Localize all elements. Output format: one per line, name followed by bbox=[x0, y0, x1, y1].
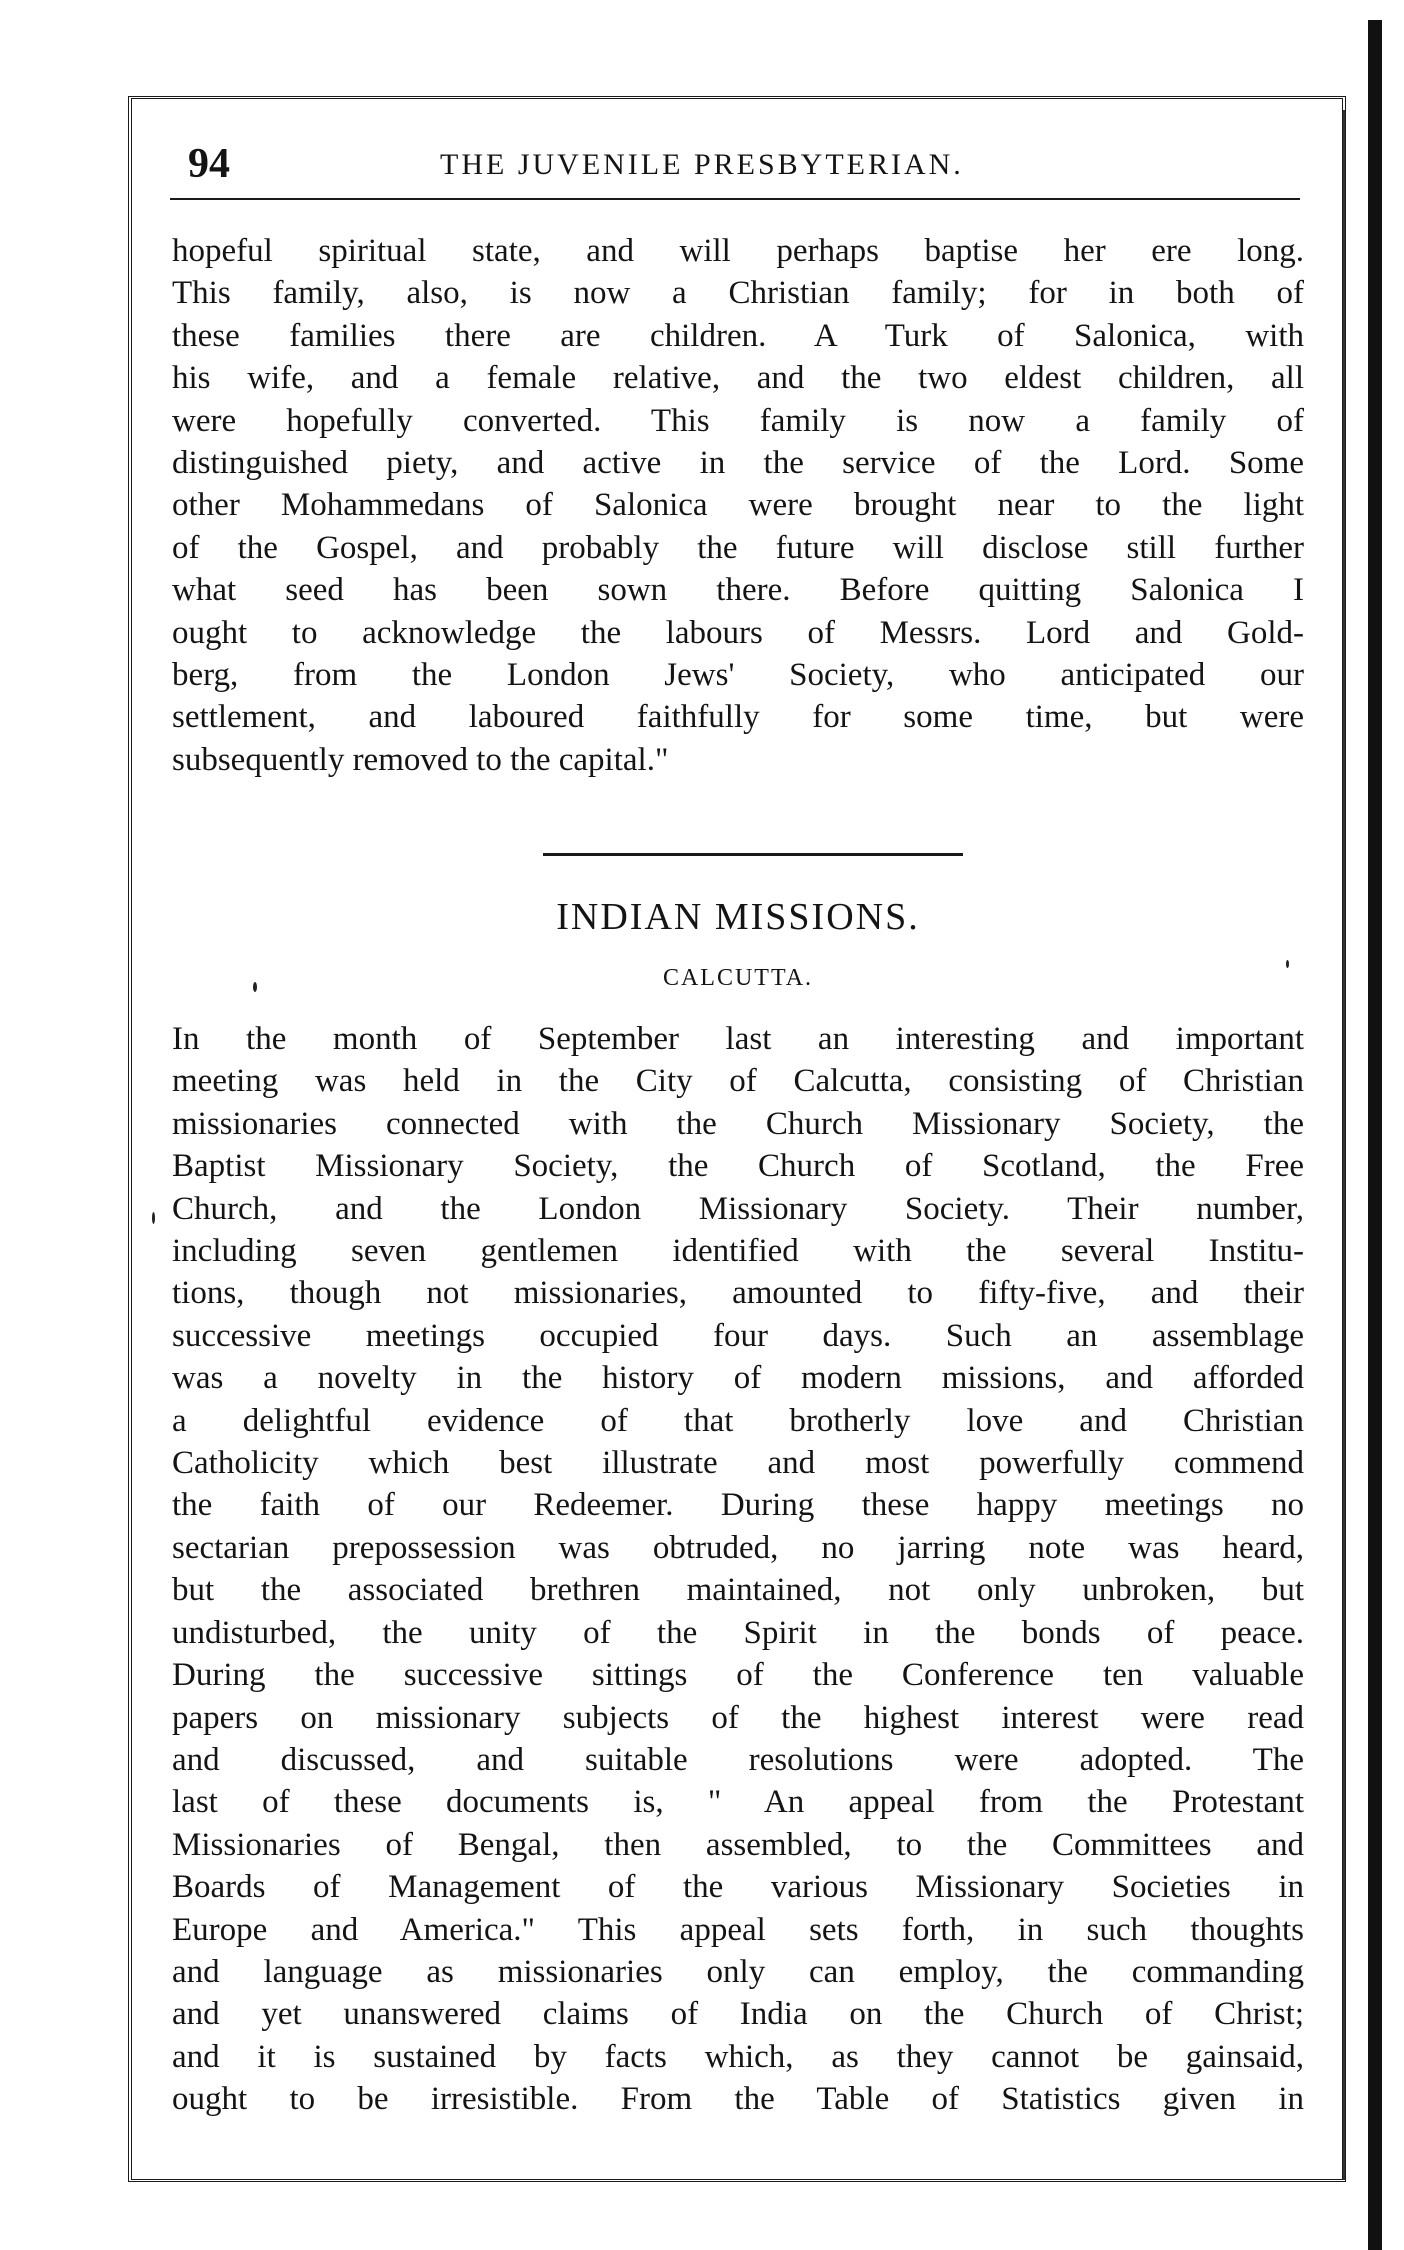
text-line: Catholicity which best illustrate and most powerfully commend bbox=[172, 1445, 1304, 1482]
text-line: This family, also, is now a Christian family; for in both of bbox=[172, 275, 1304, 312]
text-line: Europe and America." This appeal sets forth, in such thoughts bbox=[172, 1911, 1304, 1948]
subsection-title: CALCUTTA. bbox=[662, 965, 814, 991]
text-line: the faith of our Redeemer. During these happy meetings no bbox=[172, 1487, 1304, 1524]
text-line: ought to be irresistible. From the Table of Statistics given in bbox=[172, 2081, 1304, 2118]
text-line: what seed has been sown there. Before quitting Salonica I bbox=[172, 572, 1304, 609]
text-line: In the month of September last an interesting and important bbox=[172, 1021, 1304, 1057]
article-continuation bbox=[172, 230, 1304, 781]
text-line: were hopefully converted. This family is now a family of bbox=[172, 402, 1304, 439]
text-line: settlement, and laboured faithfully for some time, but were bbox=[172, 699, 1304, 736]
text-line: a delightful evidence of that brotherly love and Christian bbox=[172, 1402, 1304, 1439]
page-gutter-bar bbox=[1368, 20, 1382, 2250]
text-line: other Mohammedans of Salonica were brought near to the light bbox=[172, 487, 1304, 524]
text-line: missionaries connected with the Church Missionary Society, the bbox=[172, 1105, 1304, 1142]
text-line: berg, from the London Jews' Society, who anticipated our bbox=[172, 657, 1304, 694]
text-line: successive meetings occupied four days. Such an assemblage bbox=[172, 1317, 1304, 1354]
text-line: last of these documents is, " An appeal from the Protestant bbox=[172, 1784, 1304, 1821]
article-body bbox=[172, 1018, 1304, 2121]
ink-speck bbox=[152, 1212, 155, 1224]
text-line: Boards of Management of the various Missionary Societies in bbox=[172, 1869, 1304, 1906]
text-line: his wife, and a female relative, and the two eldest children, all bbox=[172, 360, 1304, 397]
text-line: sectarian prepossession was obtruded, no jarring note was heard, bbox=[172, 1529, 1304, 1566]
text-line: meeting was held in the City of Calcutta, consisting of Christian bbox=[172, 1063, 1304, 1100]
text-line: and language as missionaries only can employ, the commanding bbox=[172, 1953, 1304, 1990]
text-line: During the successive sittings of the Conference ten valuable bbox=[172, 1657, 1304, 1694]
text-line: of the Gospel, and probably the future will disclose still further bbox=[172, 529, 1304, 566]
text-line: subsequently removed to the capital." bbox=[172, 741, 669, 778]
text-line: tions, though not missionaries, amounted to fifty-five, and their bbox=[172, 1275, 1304, 1312]
section-title: INDIAN MISSIONS. bbox=[556, 896, 920, 938]
text-line: hopeful spiritual state, and will perhaps baptise her ere long. bbox=[172, 233, 1304, 269]
text-line: Missionaries of Bengal, then assembled, to the Committees and bbox=[172, 1826, 1304, 1863]
text-line: these families there are children. A Turk of Salonica, with bbox=[172, 317, 1304, 354]
page-number: 94 bbox=[188, 141, 230, 187]
text-line: and discussed, and suitable resolutions were adopted. The bbox=[172, 1741, 1304, 1778]
text-line: papers on missionary subjects of the highest interest were read bbox=[172, 1699, 1304, 1736]
ink-speck bbox=[1286, 960, 1289, 968]
page-header bbox=[170, 128, 1300, 200]
running-title: THE JUVENILE PRESBYTERIAN. bbox=[440, 148, 964, 181]
text-line: distinguished piety, and active in the service of the Lord. Some bbox=[172, 445, 1304, 482]
text-line: but the associated brethren maintained, not only unbroken, but bbox=[172, 1572, 1304, 1609]
ink-speck bbox=[253, 982, 257, 992]
text-line: Church, and the London Missionary Society. Their number, bbox=[172, 1190, 1304, 1227]
section-divider bbox=[543, 853, 963, 856]
text-line: was a novelty in the history of modern missions, and afforded bbox=[172, 1360, 1304, 1397]
text-line: undisturbed, the unity of the Spirit in the bonds of peace. bbox=[172, 1614, 1304, 1651]
text-line: and yet unanswered claims of India on the Church of Christ; bbox=[172, 1996, 1304, 2033]
text-line: and it is sustained by facts which, as they cannot be gainsaid, bbox=[172, 2038, 1304, 2075]
text-line: ought to acknowledge the labours of Messrs. Lord and Gold- bbox=[172, 614, 1304, 651]
text-line: Baptist Missionary Society, the Church of Scotland, the Free bbox=[172, 1148, 1304, 1185]
text-line: including seven gentlemen identified with the several Institu- bbox=[172, 1233, 1304, 1270]
